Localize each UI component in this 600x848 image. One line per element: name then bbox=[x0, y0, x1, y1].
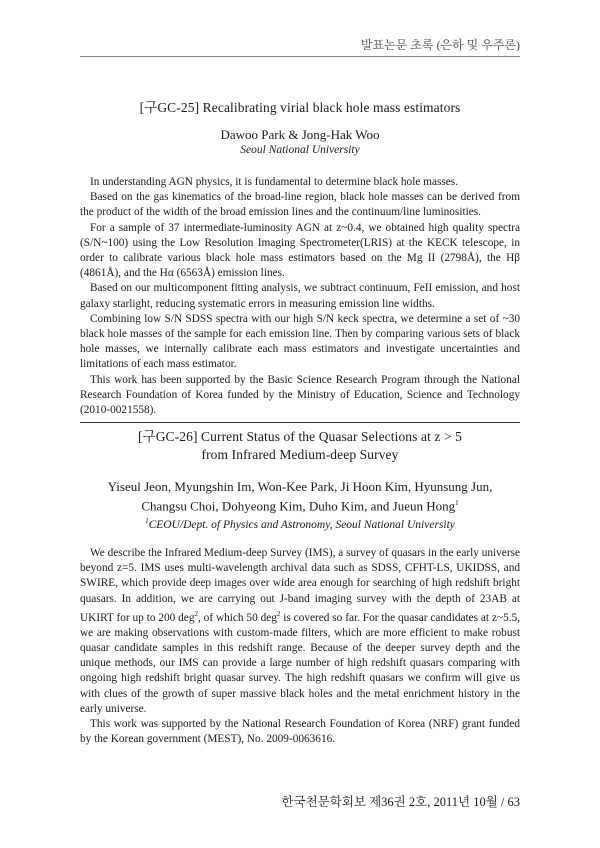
abstract-2-paragraph bbox=[80, 546, 520, 717]
abstract-2-affiliation: CEOU/Dept. of Physics and Astronomy, Seoul National University bbox=[148, 518, 455, 531]
abstract-2-authors bbox=[80, 478, 520, 514]
abstract-1-affiliation: Seoul National University bbox=[240, 144, 360, 156]
abstract-2-authors-line bbox=[80, 495, 520, 514]
page-footer: 한국천문학회보 제36권 2호, 2011년 10월 / 63 bbox=[281, 795, 520, 809]
abstract-2-title-line: from Infrared Medium-deep Survey bbox=[201, 447, 399, 462]
abstract-2-paragraph: This work was supported by the National Research Foundation of Korea (NRF) grant funded by the Korean government (MEST), No. 2009-0063616. bbox=[80, 718, 520, 746]
abstract-1-paragraph: In understanding AGN physics, it is fundamental to determine black hole masses. bbox=[90, 176, 459, 188]
author-superscript: 1 bbox=[455, 499, 459, 507]
deg-squared-superscript: 2 bbox=[276, 609, 281, 618]
abstract-1-title: [구GC-25] Recalibrating virial black hole mass estimators bbox=[139, 100, 461, 115]
abstract-1-authors: Dawoo Park & Jong-Hak Woo bbox=[220, 127, 380, 142]
abstract-1-paragraph: For a sample of 37 intermediate-luminosity AGN at z~0.4, we obtained high quality spectra (S/N~100) using the Low Resolution Imaging Spectrometer(LRIS) at the KECK telescope, in order to calibrate various black hole mass estimators based on the Mg II (2798Å), the Hβ (4861Å), and the Hα (6563Å) emission lines. bbox=[80, 221, 520, 280]
running-header: 발표논문 초록 (은하 및 우주론) bbox=[360, 38, 520, 52]
abstract-2-text: is covered so far. For the quasar candidates at z~5.5, we are making observations with custom-made filters, which are more efficient to make robust quasar candidate samples in this redshift range. Because of the deeper survey depth and the unique methods, our IMS can provide a large number of high redshift quasars comparing with ongoing high redshift bright quasar survey. The high redshift quasars we confirm will give us with clues of the growth of super massive black holes and the metal enrichment history in the early universe. bbox=[80, 611, 521, 715]
abstract-2-body bbox=[80, 546, 520, 747]
abstract-2-text: , of which 50 deg bbox=[197, 611, 277, 624]
abstract-1-paragraph: Based on our multicomponent fitting analysis, we subtract continuum, FeII emission, and host galaxy starlight, reducing systematic errors in measuring emission line widths. bbox=[80, 282, 520, 310]
abstract-1-paragraph: Based on the gas kinematics of the broad-line region, black hole masses can be derived from the product of the width of the broad emission lines and the continuum/line luminosities. bbox=[80, 191, 520, 219]
affiliation-superscript: 1 bbox=[145, 517, 149, 525]
abstract-1-paragraph: Combining low S/N SDSS spectra with our high S/N keck spectra, we determine a set of ~30 black hole masses of the sample for each emission line. Then by comparing various sets of black hole masses, we internally calibrate each mass estimators and investigate uncertainties and limitations of each mass estimator. bbox=[80, 312, 520, 371]
abstract-2-authors-line: Yiseul Jeon, Myungshin Im, Won-Kee Park, Ji Hoon Kim, Hyunsung Jun, bbox=[107, 479, 493, 494]
abstract-2-title-line: [구GC-26] Current Status of the Quasar Selections at z > 5 bbox=[137, 429, 463, 444]
header-rule bbox=[80, 56, 520, 57]
abstract-2-title bbox=[80, 428, 520, 464]
abstract-1-body bbox=[80, 175, 520, 418]
section-divider bbox=[80, 422, 520, 423]
abstract-2-affiliation-block bbox=[80, 514, 520, 533]
deg-squared-superscript: 2 bbox=[194, 609, 198, 618]
abstract-2-authors-text: Changsu Choi, Dohyeong Kim, Duho Kim, and Jueun Hong bbox=[141, 498, 456, 514]
abstract-1-paragraph: This work has been supported by the Basic Science Research Program through the National Research Foundation of Korea funded by the Ministry of Education, Science and Technology (2010-0021558). bbox=[80, 373, 520, 417]
abstract-2-text: We describe the Infrared Medium-deep Survey (IMS), a survey of quasars in the early universe beyond z=5. IMS uses multi-wavelength archival data such as SDSS, CFHT-LS, UKIDSS, and SWIRE, which provide deep images over wide area enough for searching of high redshift bright quasars. In addition, we are carrying out J-band imaging survey with the depth of 23AB at UKIRT for up to 200 deg bbox=[80, 547, 520, 624]
